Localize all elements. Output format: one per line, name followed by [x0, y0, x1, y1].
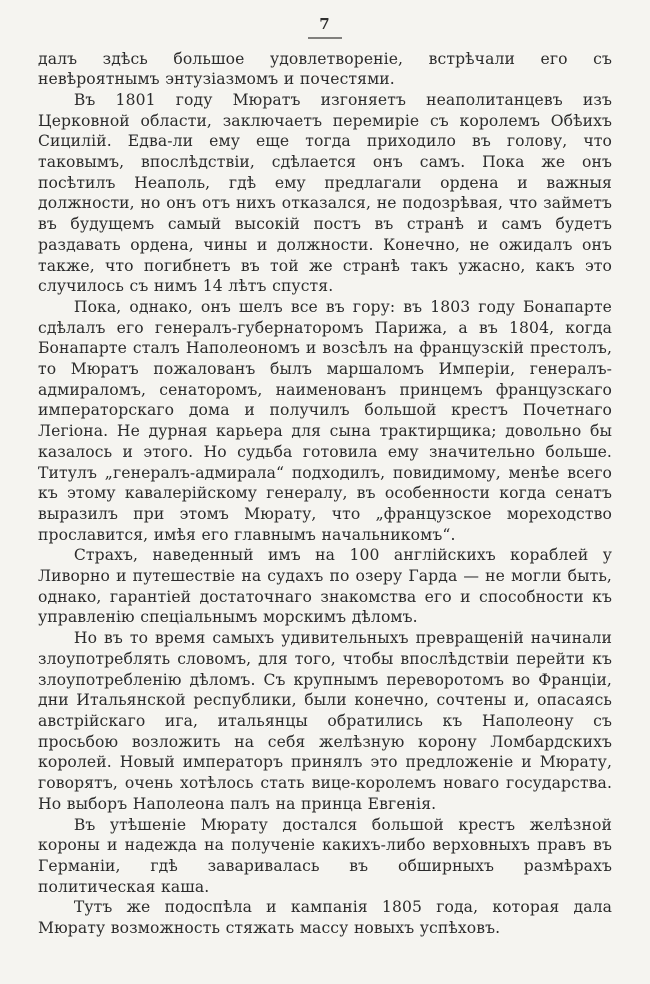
paragraph: Страхъ, наведенный имъ на 100 англійскихъ кораблей у Ливорно и путешествіе на судахъ по озеру Гарда — не могли быть, однако, гарантіей достаточнаго знакомства его и способности къ управленію спеціальнымъ морскимъ дѣломъ.: [38, 546, 612, 627]
paragraph: Но въ то время самыхъ удивительныхъ превращеній начинали злоупотреблять словомъ, для того, чтобы впослѣдствіи перейти къ злоупотребленію дѣломъ. Съ крупнымъ переворотомъ во Франціи, дни Итальянской республики, были конечно, сочтены и, опасаясь австрійскаго ига, итальянцы обратились къ Наполеону съ просьбою возложить на себя желѣзную корону Ломбардскихъ королей. Новый императоръ принялъ это предложеніе и Мюрату, говорятъ, очень хотѣлось стать вице-королемъ новаго государства. Но выборъ Наполеона палъ на принца Евгенія.: [38, 629, 612, 813]
paragraph: Въ утѣшеніе Мюрату достался большой крестъ желѣзной короны и надежда на полученіе какихъ-либо верховныхъ правъ въ Германіи, гдѣ заваривалась въ обширныхъ размѣрахъ политическая каша.: [38, 815, 612, 896]
page-header: [38, 16, 612, 39]
page-number-rule: [308, 37, 342, 39]
paragraph-continuation: далъ здѣсь большое удовлетвореніе, встрѣчали его съ невѣроятнымъ энтузіазмомъ и почестями.: [38, 49, 612, 89]
paragraph: Пока, однако, онъ шелъ все въ гору: въ 1803 году Бонапарте сдѣлалъ его генералъ-губернаторомъ Парижа, а въ 1804, когда Бонапарте сталъ Наполеономъ и возсѣлъ на французскій престолъ, то Мюратъ пожалованъ былъ маршаломъ Имперіи, генералъ-адмираломъ, сенаторомъ, наименованъ принцемъ французскаго императорскаго дома и получилъ большой крестъ Почетнаго Легіона. Не дурная карьера для сына трактирщика; довольно бы казалось и этого. Но судьба готовила ему значительно больше. Титулъ „генералъ-адмирала“ подходилъ, повидимому, менѣе всего къ этому кавалерійскому генералу, въ особенности когда сенатъ выразилъ при этомъ Мюрату, что „французское мореходство прославится, имѣя его главнымъ начальникомъ“.: [38, 297, 612, 544]
paragraph: Тутъ же подоспѣла и кампанія 1805 года, которая дала Мюрату возможность стяжать массу новыхъ успѣховъ.: [38, 898, 612, 938]
text-block: [38, 49, 612, 939]
page-number: 7: [319, 15, 331, 33]
paragraph: Въ 1801 году Мюратъ изгоняетъ неаполитанцевъ изъ Церковной области, заключаетъ перемиріе съ королемъ Обѣихъ Сицилій. Едва-ли ему еще тогда приходило въ голову, что таковымъ, впослѣдствіи, сдѣлается онъ самъ. Пока же онъ посѣтилъ Неаполь, гдѣ ему предлагали ордена и важныя должности, но онъ отъ нихъ отказался, не подозрѣвая, что займетъ въ будущемъ самый высокій постъ въ странѣ и самъ будетъ раздавать ордена, чины и должности. Конечно, не ожидалъ онъ также, что погибнетъ въ той же странѣ такъ ужасно, какъ это случилось съ нимъ 14 лѣтъ спустя.: [38, 90, 612, 296]
